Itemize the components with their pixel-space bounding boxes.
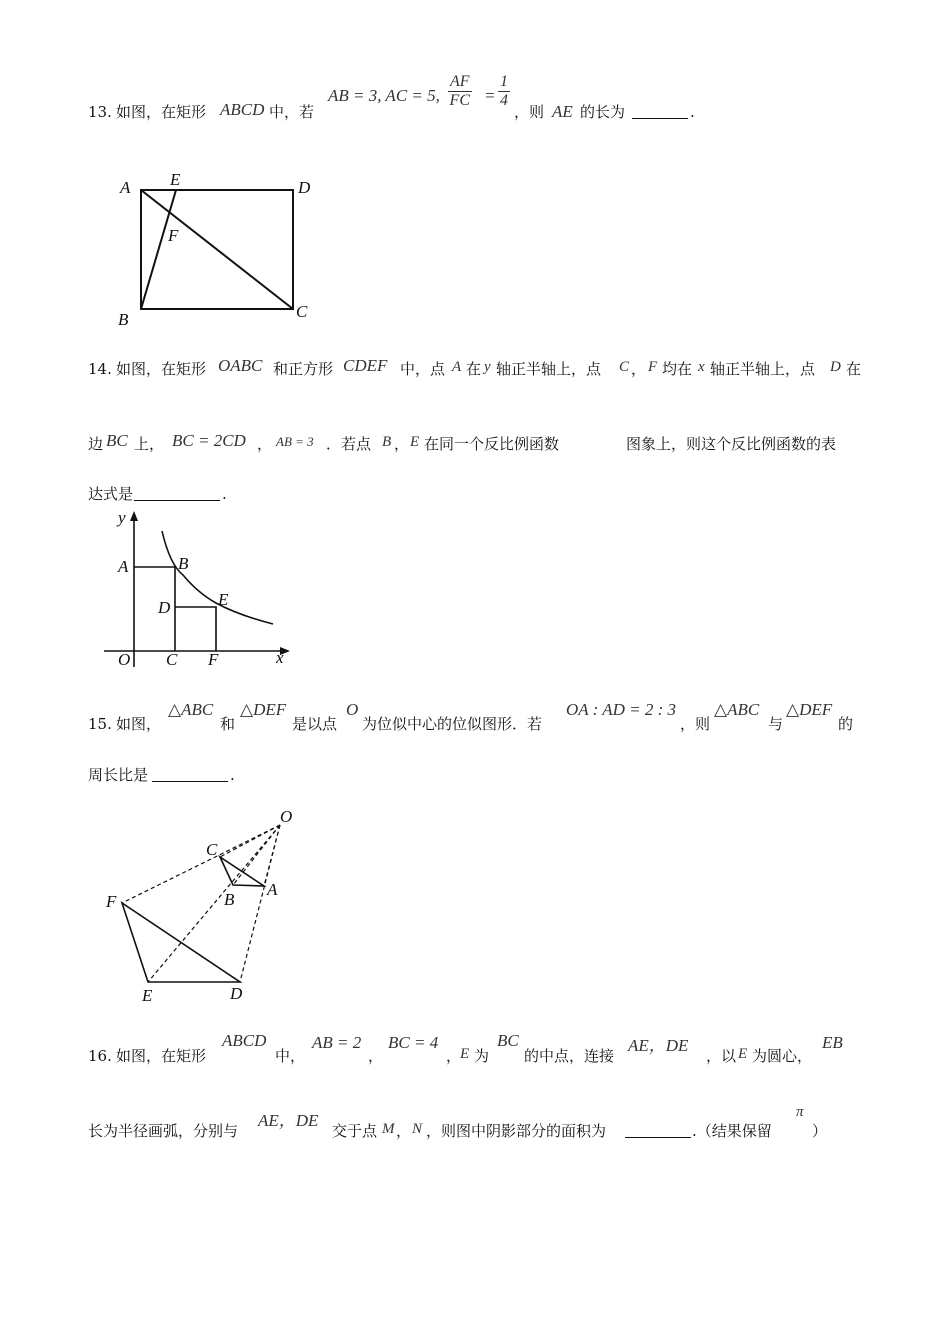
q14-text-6: ，: [631, 360, 647, 378]
q15-label-a: A: [267, 880, 278, 899]
q15-math-o: O: [346, 700, 359, 719]
q16-var-m: M: [382, 1121, 395, 1137]
q14-text-3: 中，点: [400, 360, 446, 378]
q15-text-3: 是以点: [292, 715, 338, 733]
q16-pi-symbol: π: [796, 1104, 804, 1120]
q15-text-5: ，则: [680, 715, 711, 733]
q15-label-b: B: [224, 890, 235, 909]
q16-math-ae-de-2: AE，DE: [258, 1111, 319, 1130]
q14-math-ab3: AB = 3: [276, 434, 314, 449]
q14-label-e: E: [218, 590, 229, 609]
q16-math-abcd: ABCD: [222, 1031, 267, 1050]
q14-text-2: 和正方形: [273, 360, 334, 378]
q14-line2-text-7: 图象上，则这个反比例函数的表: [626, 435, 837, 453]
q16-math-ab2: AB = 2: [312, 1033, 362, 1052]
q14-var-e: E: [410, 434, 420, 450]
q15-math-ratio: OA : AD = 2 : 3: [566, 700, 677, 719]
q15-math-abc: △ABC: [168, 700, 214, 719]
q16-number: 16.: [88, 1047, 112, 1065]
q14-end: .: [222, 485, 227, 503]
q14-var-c: C: [619, 359, 630, 375]
q15-figure-homothety: [100, 800, 310, 1010]
q16-line2-text-1: 长为半径画弧，分别与: [88, 1122, 239, 1140]
q13-frac-den: FC: [449, 92, 470, 109]
q14-math-cdef: CDEF: [343, 356, 388, 375]
q16-line2-text-3: ，: [396, 1122, 412, 1140]
q13-frac2-num: 1: [500, 73, 508, 90]
q16-line2-text-2: 交于点: [332, 1122, 378, 1140]
q15-math-abc-2: △ABC: [714, 700, 760, 719]
q15-line2-text: 周长比是: [88, 766, 149, 784]
q16-var-e-2: E: [738, 1046, 748, 1062]
q13-answer-blank[interactable]: [632, 104, 688, 119]
q15-label-c: C: [206, 840, 218, 859]
q15-math-def: △DEF: [240, 700, 287, 719]
q16-math-ae-de: AE，DE: [628, 1036, 689, 1055]
q14-answer-blank[interactable]: [134, 486, 220, 501]
q16-var-n: N: [412, 1121, 423, 1137]
q16-math-bc: BC: [497, 1031, 519, 1050]
q14-figure-graph: [98, 505, 303, 680]
q14-label-y: y: [118, 508, 126, 527]
q16-text-3: ，: [368, 1047, 384, 1065]
q16-text-5: 为: [474, 1047, 490, 1065]
q14-var-d: D: [830, 359, 841, 375]
q15-end: .: [230, 766, 235, 784]
q13-label-c: C: [296, 302, 308, 321]
q16-line2-text-6: ）: [812, 1122, 828, 1140]
q13-text-1: 如图，在矩形: [116, 103, 207, 121]
q14-math-bc-2cd: BC = 2CD: [172, 431, 246, 450]
q16-text-7: ，以: [706, 1047, 737, 1065]
q15-text-7: 的: [838, 715, 854, 733]
q16-text-1: 如图，在矩形: [116, 1047, 207, 1065]
q15-number: 15.: [88, 715, 112, 733]
q15-label-d: D: [230, 984, 243, 1003]
q15-text-1: 如图，: [116, 715, 162, 733]
q15-text-4: 为位似中心的位似图形．若: [362, 715, 543, 733]
q13-figure-rectangle: [110, 165, 320, 335]
q14-label-c: C: [166, 650, 178, 669]
q13-frac-num: AF: [450, 73, 470, 90]
q14-line2-text-3: ，: [257, 435, 273, 453]
q14-label-x: x: [276, 648, 284, 667]
q13-label-a: A: [120, 178, 131, 197]
q16-text-8: 为圆心，: [752, 1047, 813, 1065]
q14-line2-text-5: ，: [394, 435, 410, 453]
q13-fraction-1-4: [498, 73, 510, 110]
q15-text-2: 和: [220, 715, 236, 733]
q14-text-8: 轴正半轴上，点: [710, 360, 816, 378]
q16-text-4: ，: [446, 1047, 462, 1065]
q14-var-b: B: [382, 434, 392, 450]
q13-label-d: D: [298, 178, 311, 197]
q16-math-eb: EB: [822, 1033, 843, 1052]
q16-line2-text-5: .（结果保留: [692, 1122, 772, 1140]
q15-label-e: E: [142, 986, 153, 1005]
q13-equals: =: [484, 86, 496, 105]
q13-frac2-den: 4: [500, 92, 508, 109]
q13-text-4: 的长为: [580, 103, 626, 121]
q14-label-f: F: [208, 650, 219, 669]
q14-var-y: y: [484, 359, 491, 375]
q14-line2-text-4: ．若点: [326, 435, 372, 453]
q13-math-given: AB = 3, AC = 5,: [328, 86, 440, 105]
q13-text-2: 中，若: [269, 103, 315, 121]
q16-var-e: E: [460, 1046, 470, 1062]
q14-line2-text-1: 边: [88, 435, 104, 453]
q15-label-f: F: [106, 892, 117, 911]
q13-label-f: F: [168, 226, 179, 245]
q14-math-bc: BC: [106, 431, 128, 450]
q15-answer-blank[interactable]: [152, 767, 228, 782]
q14-text-4: 在: [466, 360, 482, 378]
q14-var-x: x: [698, 359, 705, 375]
q14-label-d: D: [158, 598, 171, 617]
q13-number: 13.: [88, 103, 112, 121]
q13-math-ae: AE: [552, 102, 573, 121]
q14-number: 14.: [88, 360, 112, 378]
q14-math-oabc: OABC: [218, 356, 263, 375]
q14-text-1: 如图，在矩形: [116, 360, 207, 378]
q15-math-def-2: △DEF: [786, 700, 833, 719]
q14-label-b: B: [178, 554, 189, 573]
q14-label-a: A: [118, 557, 129, 576]
q14-line2-text-6: 在同一个反比例函数: [424, 435, 560, 453]
q13-end: .: [690, 103, 695, 121]
q16-answer-blank[interactable]: [625, 1123, 691, 1138]
q16-line2-text-4: ，则图中阴影部分的面积为: [426, 1122, 607, 1140]
q14-text-7: 均在: [662, 360, 693, 378]
q15-text-6: 与: [768, 715, 784, 733]
q13-text-3: ，则: [514, 103, 545, 121]
q13-fraction-af-fc: [448, 73, 472, 110]
q14-line3-text: 达式是: [88, 485, 134, 503]
q14-text-9: 在: [846, 360, 862, 378]
q13-label-e: E: [170, 170, 181, 189]
q14-line2-text-2: 上，: [134, 435, 165, 453]
q16-math-bc4: BC = 4: [388, 1033, 439, 1052]
q16-text-6: 的中点，连接: [524, 1047, 615, 1065]
q16-text-2: 中，: [275, 1047, 306, 1065]
q13-math-abcd: ABCD: [220, 100, 265, 119]
q15-label-o: O: [280, 807, 293, 826]
q14-var-a: A: [452, 359, 462, 375]
q14-var-f: F: [648, 359, 658, 375]
q14-text-5: 轴正半轴上，点: [496, 360, 602, 378]
q13-label-b: B: [118, 310, 129, 329]
q14-label-o: O: [118, 650, 131, 669]
